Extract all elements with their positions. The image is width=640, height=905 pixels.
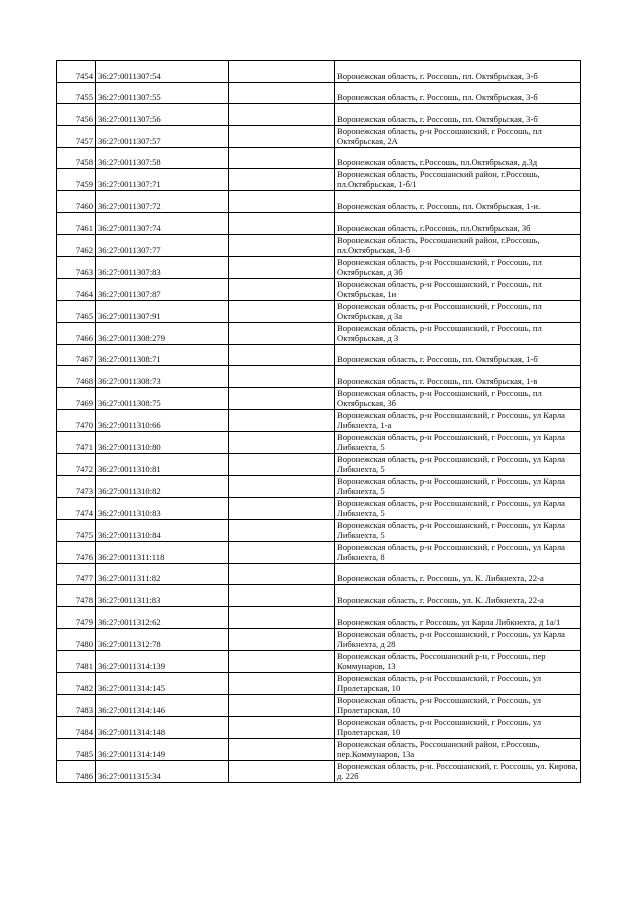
cadastral-number: 36:27:0011307:58 (96, 147, 229, 169)
row-number: 7460 (57, 191, 96, 213)
cadastral-number: 36:27:0011314:149 (96, 738, 229, 760)
table-row (57, 497, 581, 519)
empty-cell (229, 234, 335, 256)
row-number: 7474 (57, 497, 96, 519)
cadastral-number: 36:27:0011307:91 (96, 300, 229, 322)
cadastral-number: 36:27:0011312:62 (96, 606, 229, 628)
row-number: 7482 (57, 672, 96, 694)
table-row (57, 82, 581, 104)
empty-cell (229, 694, 335, 716)
cadastral-number: 36:27:0011311:118 (96, 541, 229, 563)
empty-cell (229, 716, 335, 738)
table-row (57, 191, 581, 213)
address: Воронежская область, г. Россошь, пл. Октябрьская, 1-б (335, 344, 581, 366)
table-row (57, 125, 581, 147)
address: Воронежская область, г. Россошь, пл. Октябрьская, 3-б (335, 104, 581, 126)
cadastral-number: 36:27:0011310:82 (96, 475, 229, 497)
cadastral-number: 36:27:0011312:78 (96, 628, 229, 650)
table-row (57, 541, 581, 563)
row-number: 7475 (57, 519, 96, 541)
row-number: 7480 (57, 628, 96, 650)
empty-cell (229, 628, 335, 650)
empty-cell (229, 387, 335, 409)
address: Воронежская область, г. Россошь, пл. Октябрьская, 1-в (335, 366, 581, 388)
cadastral-number: 36:27:0011307:83 (96, 256, 229, 278)
cadastral-number: 36:27:0011307:55 (96, 82, 229, 104)
cadastral-number: 36:27:0011315:34 (96, 760, 229, 782)
empty-cell (229, 738, 335, 760)
empty-cell (229, 256, 335, 278)
empty-cell (229, 125, 335, 147)
row-number: 7461 (57, 212, 96, 234)
table-row (57, 650, 581, 672)
table-row (57, 234, 581, 256)
cadastral-number: 36:27:0011307:57 (96, 125, 229, 147)
empty-cell (229, 453, 335, 475)
empty-cell (229, 169, 335, 191)
empty-cell (229, 344, 335, 366)
table-row (57, 300, 581, 322)
cadastral-number: 36:27:0011307:72 (96, 191, 229, 213)
table-row (57, 453, 581, 475)
address: Воронежская область, р-н Россошанский, г Россошь, пл Октябрьская, д 3а (335, 300, 581, 322)
cadastral-number: 36:27:0011310:83 (96, 497, 229, 519)
address: Воронежская область, р-н Россошанский, г Россошь, ул Карла Либкнехта, 5 (335, 453, 581, 475)
empty-cell (229, 322, 335, 344)
table-row (57, 147, 581, 169)
table-row (57, 169, 581, 191)
empty-cell (229, 541, 335, 563)
table-row (57, 344, 581, 366)
table-row (57, 672, 581, 694)
table-row (57, 409, 581, 431)
row-number: 7454 (57, 61, 96, 83)
empty-cell (229, 475, 335, 497)
row-number: 7456 (57, 104, 96, 126)
row-number: 7467 (57, 344, 96, 366)
table-row (57, 716, 581, 738)
cadastral-number: 36:27:0011314:148 (96, 716, 229, 738)
empty-cell (229, 650, 335, 672)
row-number: 7470 (57, 409, 96, 431)
address: Воронежская область, р-н Россошанский, г Россошь, пл Октябрьская, 3б (335, 387, 581, 409)
row-number: 7473 (57, 475, 96, 497)
row-number: 7481 (57, 650, 96, 672)
address: Воронежская область, г.Россошь, пл.Октябрьская, 3б (335, 212, 581, 234)
address: Воронежская область, г. Россошь, ул. К. Либкнехта, 22-а (335, 585, 581, 607)
row-number: 7459 (57, 169, 96, 191)
table-row (57, 519, 581, 541)
cadastral-number: 36:27:0011314:139 (96, 650, 229, 672)
row-number: 7478 (57, 585, 96, 607)
row-number: 7465 (57, 300, 96, 322)
address: Воронежская область, г. Россошь, пл. Октябрьская, 3-б (335, 61, 581, 83)
address: Воронежская область, р-н Россошанский, г Россошь, ул Карла Либкнехта, 5 (335, 431, 581, 453)
row-number: 7471 (57, 431, 96, 453)
table-row (57, 366, 581, 388)
cadastral-number: 36:27:0011310:84 (96, 519, 229, 541)
empty-cell (229, 104, 335, 126)
row-number: 7464 (57, 278, 96, 300)
cadastral-number: 36:27:0011310:81 (96, 453, 229, 475)
address: Воронежская область, р-н Россошанский, г Россошь, ул Пролетарская, 10 (335, 672, 581, 694)
address: Воронежская область, г Россошь, ул Карла Либкнехта, д 1а/1 (335, 606, 581, 628)
table-row (57, 585, 581, 607)
cadastral-number: 36:27:0011308:279 (96, 322, 229, 344)
table-row (57, 694, 581, 716)
row-number: 7468 (57, 366, 96, 388)
table-row (57, 212, 581, 234)
table-row (57, 278, 581, 300)
row-number: 7483 (57, 694, 96, 716)
cadastral-number: 36:27:0011308:73 (96, 366, 229, 388)
row-number: 7485 (57, 738, 96, 760)
address: Воронежская область, р-н. Россошанский, г. Россошь, ул. Кирова, д. 22б (335, 760, 581, 782)
address: Воронежская область, г. Россошь, ул. К. Либкнехта, 22-а (335, 563, 581, 585)
address: Воронежская область, г. Россошь, пл. Октябрьская, 1-и. (335, 191, 581, 213)
row-number: 7469 (57, 387, 96, 409)
address: Воронежская область, р-н Россошанский, г Россошь, пл Октябрьская, 1и (335, 278, 581, 300)
address: Воронежская область, Россошанский район, г.Россошь, пл.Октябрьская, 1-б/1 (335, 169, 581, 191)
address: Воронежская область, р-н Россошанский, г Россошь, пл Октябрьская, д 3б (335, 256, 581, 278)
row-number: 7486 (57, 760, 96, 782)
cadastral-number: 36:27:0011311:82 (96, 563, 229, 585)
registry-rows (57, 61, 581, 783)
table-row (57, 387, 581, 409)
empty-cell (229, 278, 335, 300)
cadastral-number: 36:27:0011307:54 (96, 61, 229, 83)
address: Воронежская область, р-н Россошанский, г Россошь, ул Карла Либкнехта, 5 (335, 519, 581, 541)
table-row (57, 475, 581, 497)
cadastral-number: 36:27:0011310:66 (96, 409, 229, 431)
address: Воронежская область, р-н Россошанский, г Россошь, ул Карла Либкнехта, 8 (335, 541, 581, 563)
empty-cell (229, 366, 335, 388)
address: Воронежская область, р-н Россошанский, г Россошь, ул Карла Либкнехта, 5 (335, 475, 581, 497)
table-row (57, 606, 581, 628)
table-row (57, 104, 581, 126)
table-row (57, 563, 581, 585)
row-number: 7462 (57, 234, 96, 256)
registry-table (56, 60, 581, 783)
empty-cell (229, 585, 335, 607)
empty-cell (229, 300, 335, 322)
row-number: 7479 (57, 606, 96, 628)
empty-cell (229, 497, 335, 519)
table-row (57, 431, 581, 453)
empty-cell (229, 191, 335, 213)
cadastral-number: 36:27:0011307:87 (96, 278, 229, 300)
cadastral-number: 36:27:0011308:75 (96, 387, 229, 409)
table-row (57, 760, 581, 782)
row-number: 7484 (57, 716, 96, 738)
cadastral-number: 36:27:0011307:71 (96, 169, 229, 191)
address: Воронежская область, Россошанский р-н, г Россошь, пер Коммунаров, 13 (335, 650, 581, 672)
row-number: 7458 (57, 147, 96, 169)
table-row (57, 322, 581, 344)
row-number: 7476 (57, 541, 96, 563)
address: Воронежская область, г.Россошь, пл.Октябрьская, д.3д (335, 147, 581, 169)
cadastral-number: 36:27:0011307:56 (96, 104, 229, 126)
empty-cell (229, 409, 335, 431)
table-row (57, 738, 581, 760)
empty-cell (229, 147, 335, 169)
cadastral-number: 36:27:0011314:146 (96, 694, 229, 716)
cadastral-number: 36:27:0011307:74 (96, 212, 229, 234)
row-number: 7457 (57, 125, 96, 147)
address: Воронежская область, р-н Россошанский, г Россошь, ул Карла Либкнехта, д 28 (335, 628, 581, 650)
address: Воронежская область, р-н Россошанский, г Россошь, пл Октябрьская, 2А (335, 125, 581, 147)
empty-cell (229, 519, 335, 541)
cadastral-number: 36:27:0011310:80 (96, 431, 229, 453)
address: Воронежская область, р-н Россошанский, г Россошь, ул Карла Либкнехта, 1-а (335, 409, 581, 431)
empty-cell (229, 431, 335, 453)
address: Воронежская область, р-н Россошанский, г Россошь, ул Карла Либкнехта, 5 (335, 497, 581, 519)
empty-cell (229, 563, 335, 585)
cadastral-number: 36:27:0011308:71 (96, 344, 229, 366)
address: Воронежская область, р-н Россошанский, г Россошь, ул Пролетарская, 10 (335, 694, 581, 716)
cadastral-number: 36:27:0011307:77 (96, 234, 229, 256)
table-row (57, 628, 581, 650)
empty-cell (229, 606, 335, 628)
empty-cell (229, 212, 335, 234)
cadastral-number: 36:27:0011311:83 (96, 585, 229, 607)
address: Воронежская область, Россошанский район, г.Россошь, пл.Октябрьская, 3-б (335, 234, 581, 256)
row-number: 7466 (57, 322, 96, 344)
address: Воронежская область, р-н Россошанский, г Россошь, ул Пролетарская, 10 (335, 716, 581, 738)
address: Воронежская область, Россошанский район, г.Россошь, пер.Коммунаров, 13а (335, 738, 581, 760)
empty-cell (229, 760, 335, 782)
empty-cell (229, 672, 335, 694)
row-number: 7472 (57, 453, 96, 475)
address: Воронежская область, г. Россошь, пл. Октябрьская, 3-б (335, 82, 581, 104)
table-row (57, 256, 581, 278)
cadastral-number: 36:27:0011314:145 (96, 672, 229, 694)
empty-cell (229, 82, 335, 104)
row-number: 7477 (57, 563, 96, 585)
empty-cell (229, 61, 335, 83)
address: Воронежская область, р-н Россошанский, г Россошь, пл Октябрьская, д 3 (335, 322, 581, 344)
row-number: 7463 (57, 256, 96, 278)
row-number: 7455 (57, 82, 96, 104)
table-row (57, 61, 581, 83)
